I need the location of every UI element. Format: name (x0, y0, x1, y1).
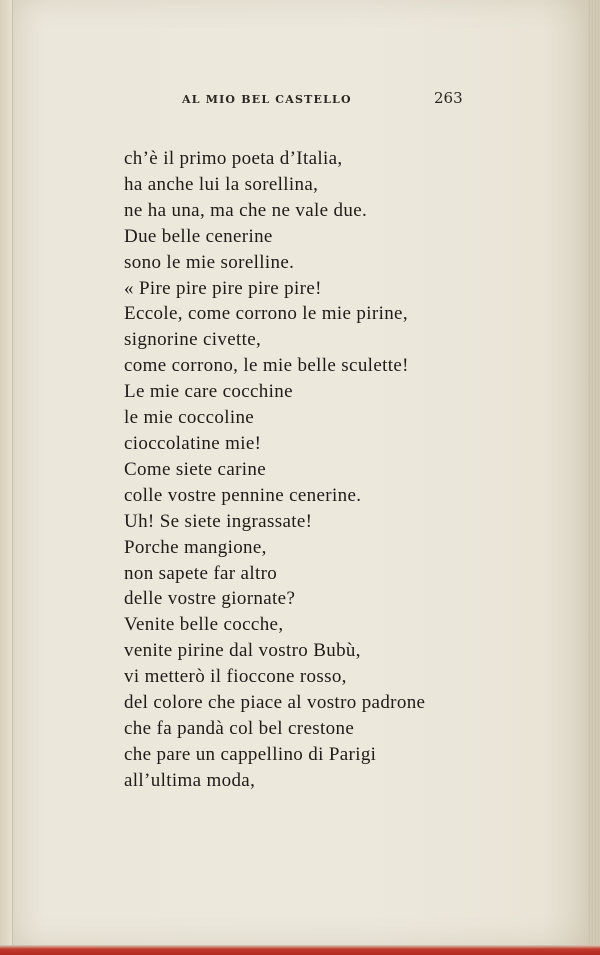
poem-line: « Pire pire pire pire pire! (124, 277, 322, 299)
facing-page-edge (0, 0, 13, 955)
poem-line: venite pirine dal vostro Bubù, (124, 640, 361, 662)
poem-text (124, 146, 425, 794)
poem-line: Venite belle cocche, (124, 614, 284, 636)
poem-line: ch’è il primo poeta d’Italia, (124, 148, 343, 169)
poem-line: cioccolatine mie! (124, 432, 262, 454)
poem-line: Come siete carine (124, 458, 267, 480)
running-title: AL MIO BEL CASTELLO (182, 93, 352, 106)
poem-line: all’ultima moda, (124, 769, 256, 791)
poem-line: che fa pandà col bel crestone (124, 717, 355, 739)
poem-line: Eccole, come corrono le mie pirine, (124, 303, 408, 325)
poem-line: ne ha una, ma che ne vale due. (124, 199, 368, 221)
poem-line: ha anche lui la sorellina, (124, 173, 319, 195)
poem-line: colle vostre pennine cenerine. (124, 484, 362, 506)
poem-line: delle vostre giornate? (124, 588, 296, 610)
poem-line: Due belle cenerine (124, 225, 273, 247)
poem-line: del colore che piace al vostro padrone (124, 692, 426, 714)
poem-line: Le mie care cocchine (124, 381, 293, 403)
page-number: 263 (434, 89, 463, 107)
poem-line: vi metterò il fioccone rosso, (124, 666, 347, 688)
book-cover-edge (0, 945, 600, 955)
poem-line: non sapete far altro (124, 562, 278, 584)
poem-line: Uh! Se siete ingrassate! (124, 510, 313, 532)
poem-line: sono le mie sorelline. (124, 251, 295, 273)
poem-line: Porche mangione, (124, 536, 267, 558)
poem-line: come corrono, le mie belle sculette! (124, 355, 409, 377)
poem-line: le mie coccoline (124, 407, 255, 429)
page-stack-edge (588, 0, 600, 955)
poem-line: signorine civette, (124, 329, 262, 351)
poem-line: che pare un cappellino di Parigi (124, 743, 377, 765)
